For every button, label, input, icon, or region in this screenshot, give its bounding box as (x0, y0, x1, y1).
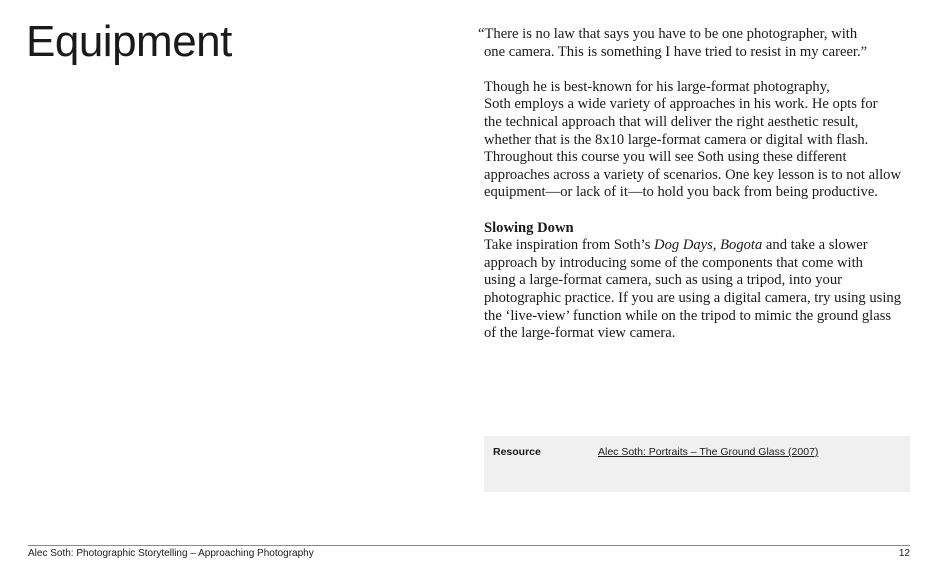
body-text-column (478, 26, 904, 343)
page-number: 12 (898, 548, 910, 559)
slowing-after-text: and take a slower (762, 237, 868, 254)
resource-box (484, 436, 910, 492)
paragraph-line: Throughout this course you will see Soth using these different (484, 149, 847, 166)
paragraph-line: photographic practice. If you are using a digital camera, try using using (484, 289, 902, 306)
work-title: Dog Days, Bogota (654, 237, 763, 254)
paragraph-line: approach by introducing some of the components that come with (484, 254, 863, 271)
page-title: Equipment (26, 17, 232, 66)
footer-divider (28, 545, 910, 546)
paragraph-spacer (484, 202, 904, 220)
paragraph-line (484, 237, 904, 255)
paragraph-spacer (484, 61, 904, 79)
paragraph-line: approaches across a variety of scenarios. One key lesson is to not allow (484, 166, 902, 183)
slowing-intro-text: Take inspiration from Soth’s (484, 237, 655, 254)
paragraph-line: Soth employs a wide variety of approaches in his work. He opts for (484, 96, 878, 113)
paragraph-line: the technical approach that will deliver the right aesthetic result, (484, 113, 859, 130)
paragraph-line: the ‘live-view’ function while on the tripod to mimic the ground glass (484, 307, 892, 324)
quote-line-2: one camera. This is something I have tried to resist in my career.” (484, 43, 868, 60)
section-heading: Slowing Down (484, 219, 574, 236)
resource-link[interactable]: Alec Soth: Portraits – The Ground Glass (2007) (598, 446, 819, 458)
footer-text: Alec Soth: Photographic Storytelling – Approaching Photography (28, 548, 314, 559)
paragraph-line: whether that is the 8x10 large-format camera or digital with flash. (484, 131, 869, 148)
paragraph-line: using a large-format camera, such as using a tripod, into your (484, 272, 842, 289)
paragraph-line: Though he is best-known for his large-format photography, (484, 78, 830, 95)
paragraph-line: of the large-format view camera. (484, 325, 676, 342)
paragraph-line: equipment—or lack of it—to hold you back from being productive. (484, 184, 878, 201)
quote-line-1: “There is no law that says you have to be one photographer, with (478, 26, 858, 42)
resource-label: Resource (493, 446, 541, 458)
